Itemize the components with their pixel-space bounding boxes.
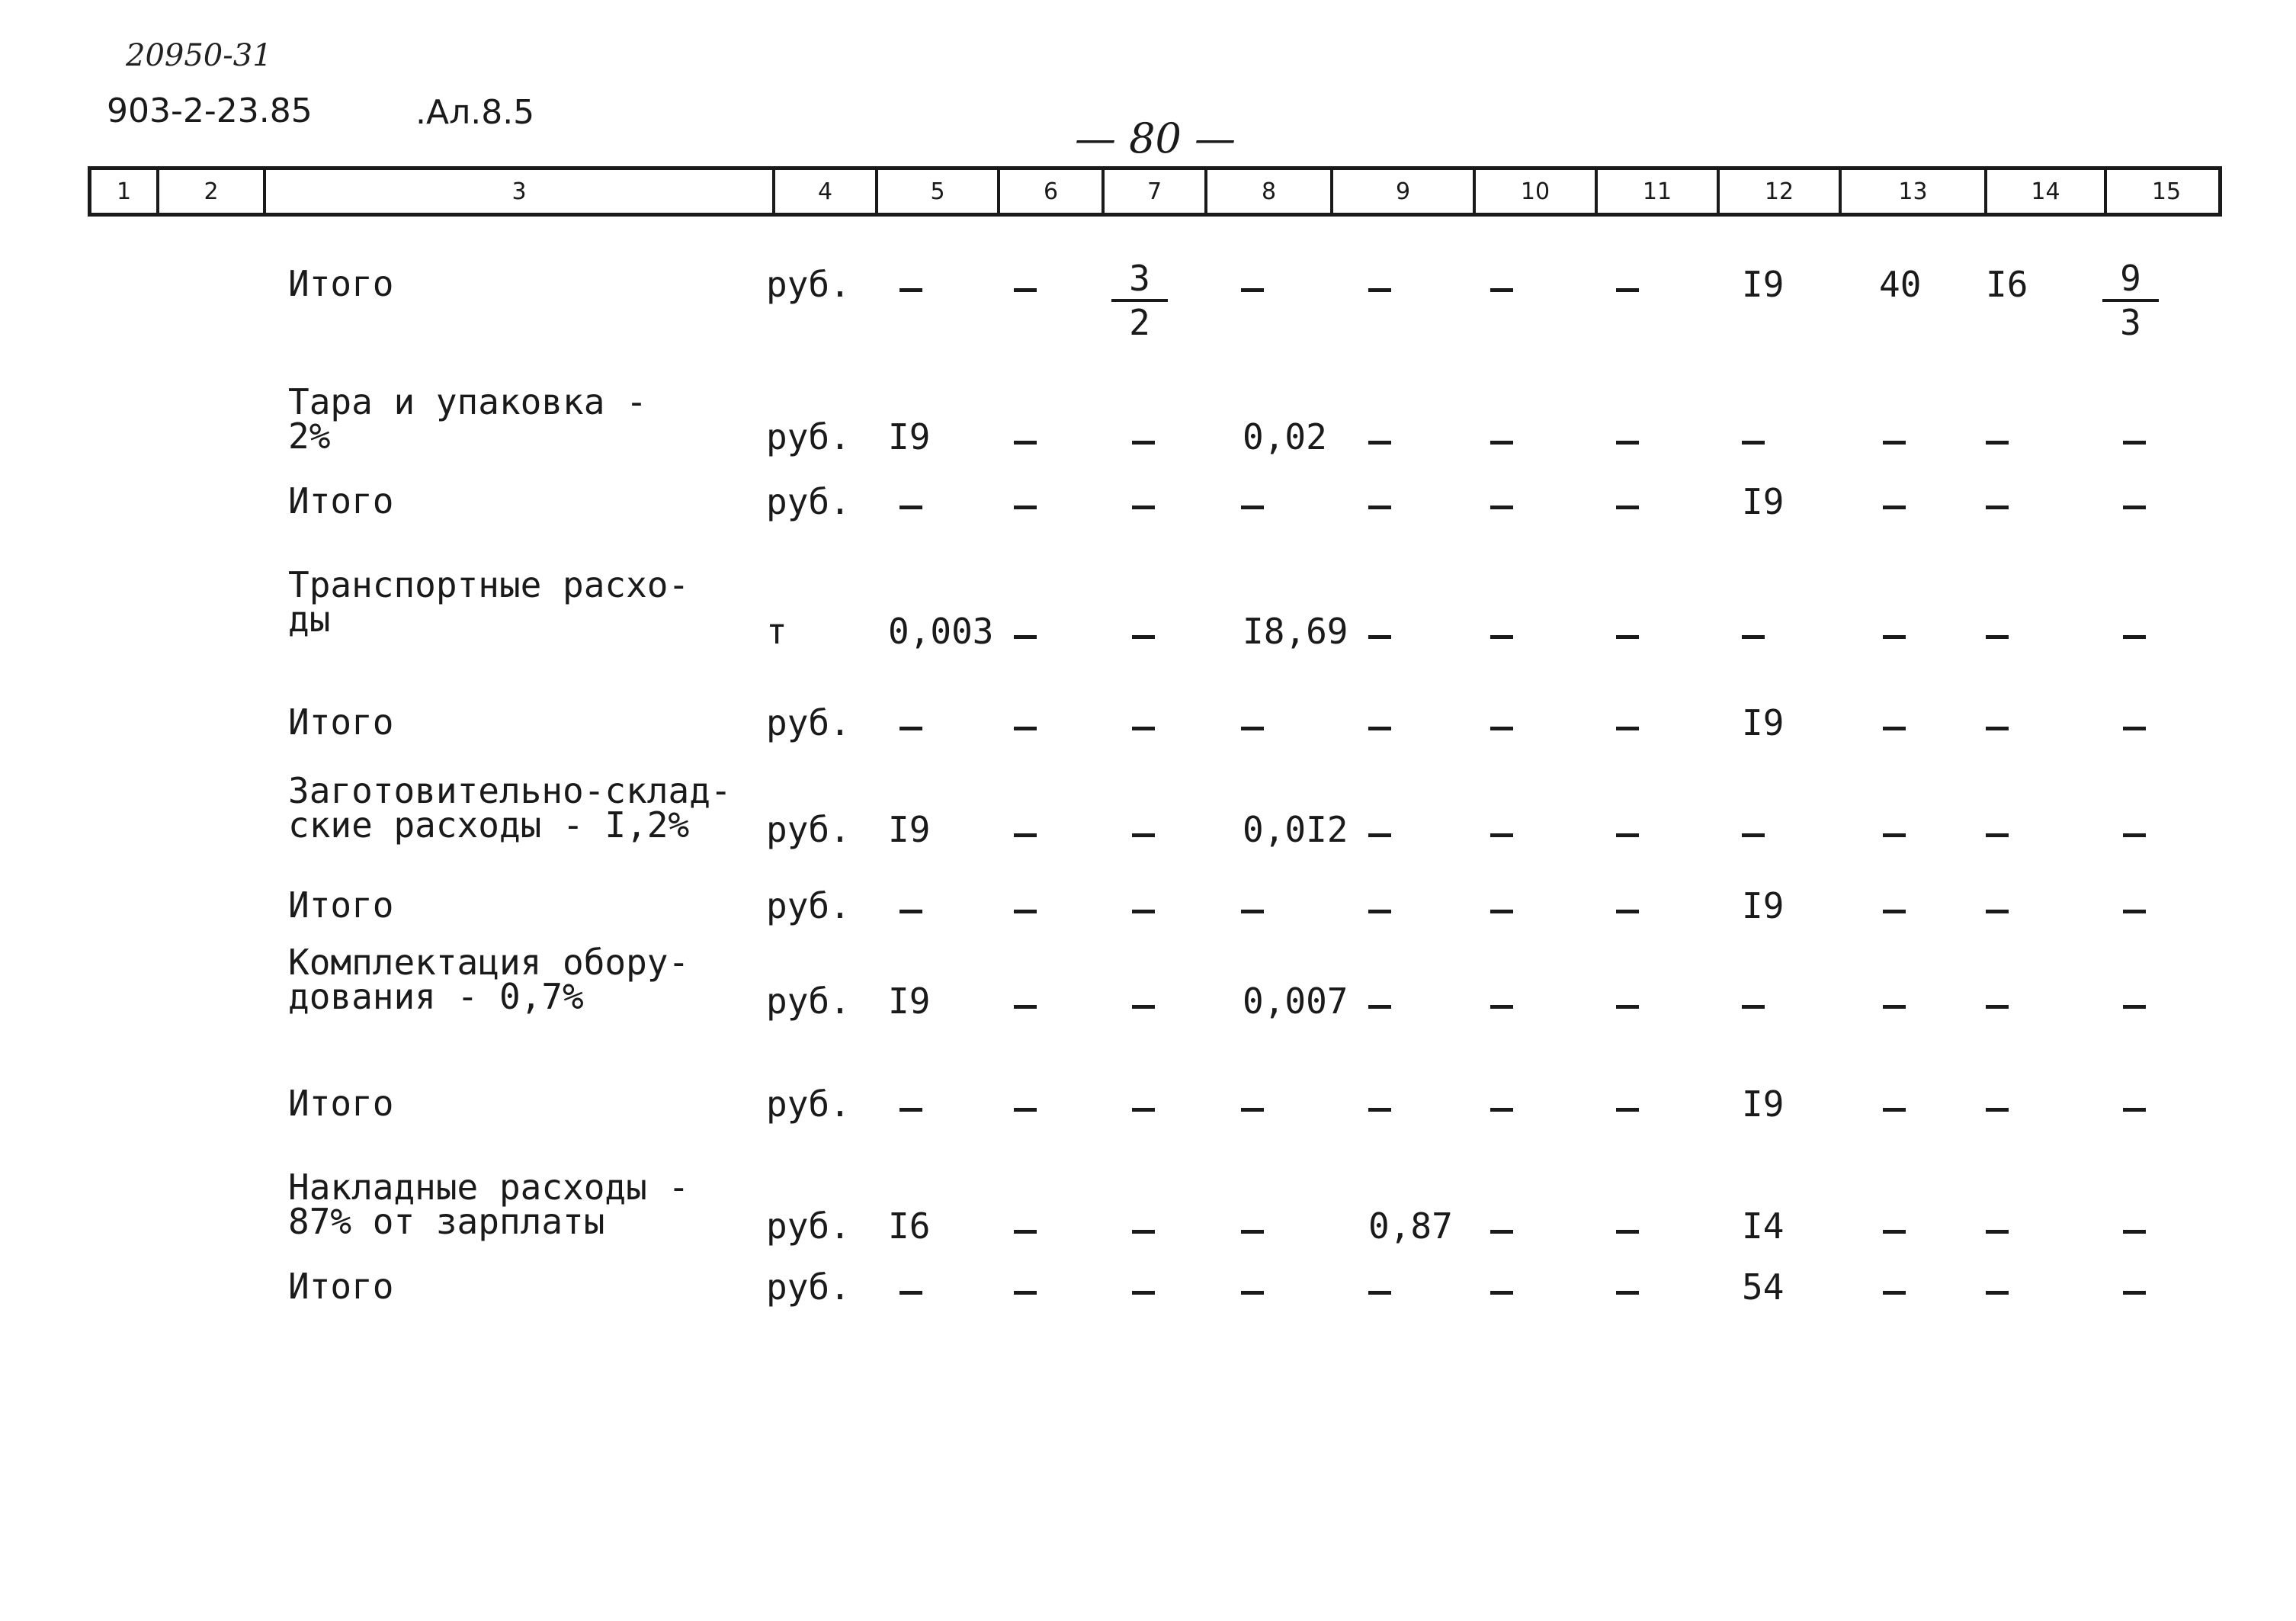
empty-dash-c10 — [1490, 833, 1513, 837]
empty-dash-c6 — [1014, 288, 1037, 292]
value-cell-c12: I9 — [1742, 1083, 1785, 1125]
empty-dash-c13 — [1883, 833, 1906, 837]
empty-dash-c9 — [1368, 1005, 1391, 1009]
value-cell-c5: I9 — [888, 809, 931, 850]
empty-dash-c8 — [1241, 1108, 1264, 1112]
empty-dash-c6 — [1014, 1230, 1037, 1234]
empty-dash-c6 — [1014, 1005, 1037, 1009]
empty-dash-c15 — [2123, 1108, 2146, 1112]
fraction-numerator: 3 — [1129, 258, 1150, 299]
empty-dash-c7 — [1132, 1230, 1155, 1234]
empty-dash-c10 — [1490, 1291, 1513, 1295]
empty-dash-c13 — [1883, 1230, 1906, 1234]
value-cell-c9: 0,87 — [1368, 1205, 1453, 1247]
value-cell-c12: 54 — [1742, 1266, 1785, 1308]
empty-dash-c9 — [1368, 288, 1391, 292]
empty-dash-c7 — [1132, 441, 1155, 445]
row-label: Комплектация обору- дования - 0,7% — [288, 942, 690, 1018]
empty-dash-c6 — [1014, 1291, 1037, 1295]
empty-dash-c7 — [1132, 727, 1155, 730]
empty-dash-c13 — [1883, 1291, 1906, 1295]
empty-dash-c9 — [1368, 506, 1391, 509]
empty-dash-c14 — [1986, 441, 2009, 445]
value-cell-c8: 0,007 — [1243, 981, 1348, 1022]
empty-dash-c9 — [1368, 1291, 1391, 1295]
empty-dash-c10 — [1490, 1108, 1513, 1112]
empty-dash-c14 — [1986, 1108, 2009, 1112]
empty-dash-c6 — [1014, 1108, 1037, 1112]
unit-cell: руб. — [766, 809, 851, 850]
empty-dash-c11 — [1616, 441, 1639, 445]
empty-dash-c5 — [899, 727, 922, 730]
empty-dash-c6 — [1014, 910, 1037, 913]
column-header-14: 14 — [1984, 170, 2104, 213]
empty-dash-c12 — [1742, 833, 1765, 837]
empty-dash-c6 — [1014, 441, 1037, 445]
unit-cell: руб. — [766, 264, 851, 305]
empty-dash-c8 — [1241, 506, 1264, 509]
empty-dash-c9 — [1368, 833, 1391, 837]
empty-dash-c10 — [1490, 910, 1513, 913]
column-header-10: 10 — [1473, 170, 1595, 213]
fraction-cell-c7 — [1105, 258, 1174, 343]
unit-cell: т — [766, 611, 787, 652]
row-label: Итого — [288, 1083, 394, 1124]
value-cell-c5: I9 — [888, 416, 931, 457]
value-cell-c8: 0,02 — [1243, 416, 1327, 457]
empty-dash-c11 — [1616, 635, 1639, 639]
column-header-9: 9 — [1330, 170, 1473, 213]
empty-dash-c11 — [1616, 1108, 1639, 1112]
handwritten-code: 20950-31 — [126, 38, 272, 73]
column-header-7: 7 — [1102, 170, 1204, 213]
unit-cell: руб. — [766, 481, 851, 522]
column-header-6: 6 — [997, 170, 1102, 213]
column-header-4: 4 — [772, 170, 875, 213]
empty-dash-c10 — [1490, 1005, 1513, 1009]
empty-dash-c13 — [1883, 727, 1906, 730]
empty-dash-c14 — [1986, 727, 2009, 730]
value-cell-c12: I9 — [1742, 264, 1785, 305]
column-header-8: 8 — [1204, 170, 1330, 213]
unit-cell: руб. — [766, 416, 851, 457]
empty-dash-c13 — [1883, 506, 1906, 509]
empty-dash-c11 — [1616, 506, 1639, 509]
empty-dash-c9 — [1368, 635, 1391, 639]
row-label: Транспортные расхо- ды — [288, 564, 690, 640]
column-header-5: 5 — [875, 170, 997, 213]
row-label: Накладные расходы - 87% от зарплаты — [288, 1167, 690, 1243]
sheet-reference: .Ал.8.5 — [415, 93, 535, 132]
empty-dash-c11 — [1616, 1291, 1639, 1295]
empty-dash-c13 — [1883, 1108, 1906, 1112]
fraction-cell-c15 — [2096, 258, 2165, 343]
empty-dash-c11 — [1616, 833, 1639, 837]
empty-dash-c8 — [1241, 727, 1264, 730]
empty-dash-c13 — [1883, 1005, 1906, 1009]
empty-dash-c14 — [1986, 635, 2009, 639]
column-header-3: 3 — [263, 170, 772, 213]
empty-dash-c15 — [2123, 506, 2146, 509]
value-cell-c8: I8,69 — [1243, 611, 1348, 652]
empty-dash-c11 — [1616, 1005, 1639, 1009]
empty-dash-c10 — [1490, 441, 1513, 445]
empty-dash-c7 — [1132, 833, 1155, 837]
empty-dash-c9 — [1368, 1108, 1391, 1112]
column-header-15: 15 — [2104, 170, 2226, 213]
empty-dash-c12 — [1742, 1005, 1765, 1009]
column-header-13: 13 — [1839, 170, 1984, 213]
row-label: Итого — [288, 884, 394, 926]
empty-dash-c11 — [1616, 910, 1639, 913]
empty-dash-c5 — [899, 506, 922, 509]
page-number: — 80 — — [1075, 114, 1236, 162]
value-cell-c5: I6 — [888, 1205, 931, 1247]
document-number: 903-2-23.85 — [107, 91, 313, 130]
empty-dash-c13 — [1883, 910, 1906, 913]
empty-dash-c9 — [1368, 910, 1391, 913]
empty-dash-c6 — [1014, 506, 1037, 509]
unit-cell: руб. — [766, 1205, 851, 1247]
empty-dash-c7 — [1132, 635, 1155, 639]
empty-dash-c10 — [1490, 506, 1513, 509]
value-cell-c12: I4 — [1742, 1205, 1785, 1247]
value-cell-c5: I9 — [888, 981, 931, 1022]
empty-dash-c15 — [2123, 635, 2146, 639]
value-cell-c8: 0,0I2 — [1243, 809, 1348, 850]
column-header-2: 2 — [156, 170, 263, 213]
value-cell-c12: I9 — [1742, 885, 1785, 926]
unit-cell: руб. — [766, 1083, 851, 1125]
empty-dash-c6 — [1014, 635, 1037, 639]
empty-dash-c15 — [2123, 727, 2146, 730]
empty-dash-c15 — [2123, 833, 2146, 837]
value-cell-c12: I9 — [1742, 481, 1785, 522]
empty-dash-c5 — [899, 1108, 922, 1112]
empty-dash-c11 — [1616, 1230, 1639, 1234]
fraction-numerator: 9 — [2120, 258, 2141, 299]
empty-dash-c5 — [899, 910, 922, 913]
fraction-denominator: 2 — [1129, 302, 1150, 343]
unit-cell: руб. — [766, 702, 851, 743]
empty-dash-c8 — [1241, 910, 1264, 913]
empty-dash-c10 — [1490, 1230, 1513, 1234]
empty-dash-c9 — [1368, 727, 1391, 730]
empty-dash-c12 — [1742, 441, 1765, 445]
value-cell-c14: I6 — [1986, 264, 2028, 305]
empty-dash-c15 — [2123, 441, 2146, 445]
empty-dash-c7 — [1132, 1291, 1155, 1295]
empty-dash-c5 — [899, 288, 922, 292]
row-label: Итого — [288, 263, 394, 304]
column-header-12: 12 — [1717, 170, 1839, 213]
empty-dash-c7 — [1132, 910, 1155, 913]
empty-dash-c7 — [1132, 1108, 1155, 1112]
empty-dash-c14 — [1986, 1230, 2009, 1234]
empty-dash-c8 — [1241, 1230, 1264, 1234]
empty-dash-c15 — [2123, 1291, 2146, 1295]
empty-dash-c10 — [1490, 635, 1513, 639]
empty-dash-c14 — [1986, 833, 2009, 837]
row-label: Итого — [288, 1266, 394, 1307]
value-cell-c13: 40 — [1879, 264, 1922, 305]
empty-dash-c7 — [1132, 1005, 1155, 1009]
unit-cell: руб. — [766, 885, 851, 926]
unit-cell: руб. — [766, 981, 851, 1022]
empty-dash-c15 — [2123, 1005, 2146, 1009]
column-number-header — [88, 166, 2222, 217]
value-cell-c5: 0,003 — [888, 611, 994, 652]
empty-dash-c6 — [1014, 833, 1037, 837]
empty-dash-c14 — [1986, 506, 2009, 509]
row-label: Итого — [288, 701, 394, 743]
empty-dash-c10 — [1490, 727, 1513, 730]
empty-dash-c12 — [1742, 635, 1765, 639]
empty-dash-c8 — [1241, 288, 1264, 292]
empty-dash-c13 — [1883, 441, 1906, 445]
empty-dash-c5 — [899, 1291, 922, 1295]
empty-dash-c15 — [2123, 1230, 2146, 1234]
row-label: Тара и упаковка - 2% — [288, 381, 647, 457]
column-header-11: 11 — [1595, 170, 1717, 213]
empty-dash-c11 — [1616, 288, 1639, 292]
empty-dash-c6 — [1014, 727, 1037, 730]
row-label: Итого — [288, 480, 394, 522]
empty-dash-c10 — [1490, 288, 1513, 292]
empty-dash-c8 — [1241, 1291, 1264, 1295]
empty-dash-c14 — [1986, 1291, 2009, 1295]
empty-dash-c11 — [1616, 727, 1639, 730]
empty-dash-c15 — [2123, 910, 2146, 913]
fraction-denominator: 3 — [2120, 302, 2141, 343]
row-label: Заготовительно-склад- ские расходы - I,2% — [288, 770, 732, 846]
value-cell-c12: I9 — [1742, 702, 1785, 743]
empty-dash-c9 — [1368, 441, 1391, 445]
empty-dash-c14 — [1986, 1005, 2009, 1009]
empty-dash-c13 — [1883, 635, 1906, 639]
unit-cell: руб. — [766, 1266, 851, 1308]
column-header-1: 1 — [116, 178, 132, 205]
empty-dash-c7 — [1132, 506, 1155, 509]
empty-dash-c14 — [1986, 910, 2009, 913]
